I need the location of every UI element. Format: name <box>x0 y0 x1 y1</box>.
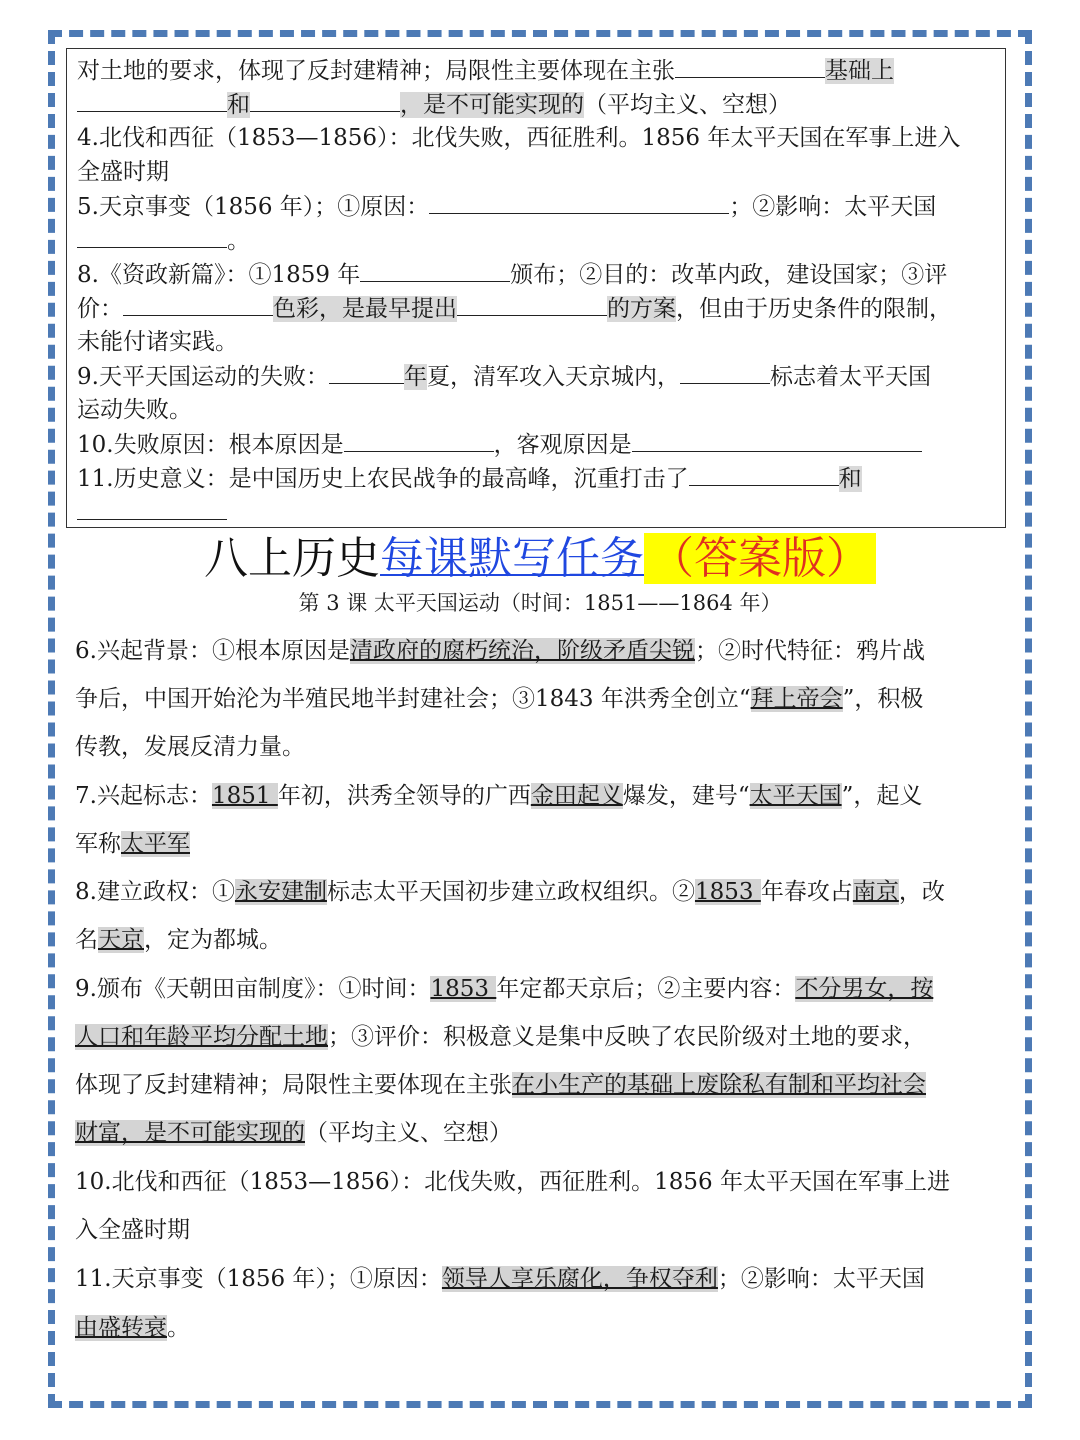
text: 对土地的要求，体现了反封建精神；局限性主要体现在主张 <box>77 58 675 84</box>
fill-blank <box>123 291 273 316</box>
answer-line <box>75 969 1015 1009</box>
answer-line <box>75 679 1015 719</box>
text: ，是不可能实现的 <box>400 92 584 118</box>
answer-highlight: 南京 <box>852 879 899 905</box>
answer-highlight: 1853 <box>430 976 497 1002</box>
text: （平均主义、空想） <box>305 1120 512 1146</box>
worksheet-line <box>77 223 997 258</box>
fill-blank <box>457 291 607 316</box>
answer-highlight: 永安建制 <box>234 879 327 905</box>
fill-blank <box>250 87 400 112</box>
answer-line <box>75 1017 1015 1057</box>
fill-blank <box>632 427 922 452</box>
worksheet-line: 4.北伐和西征（1853—1856）：北伐失败，西征胜利。1856 年太平天国在军事上进入 <box>77 125 961 151</box>
answer-line <box>75 631 1015 671</box>
fill-blank <box>680 359 770 384</box>
text: （平均主义、空想） <box>584 92 791 118</box>
answer-highlight: 1851 <box>211 783 278 809</box>
worksheet-line: 全盛时期 <box>77 159 169 185</box>
text: 和 <box>838 466 862 492</box>
text: 年 <box>403 364 427 390</box>
fill-blank <box>77 223 227 248</box>
answer-line <box>75 920 1015 960</box>
answer-highlight: 由盛转衰 <box>75 1315 167 1341</box>
answer-line <box>75 1259 1015 1299</box>
title-answer-badge: （答案版） <box>644 533 876 584</box>
answer-highlight: 金田起义 <box>530 783 623 809</box>
worksheet-line <box>77 257 997 292</box>
text: 颁布；②目的：改革内政，建设国家；③评 <box>510 262 948 288</box>
text: 11.历史意义：是中国历史上农民战争的最高峰，沉重打击了 <box>77 466 689 492</box>
text: 争后，中国开始沦为半殖民地半封建社会；③1843 年洪秀全创立“ <box>75 686 751 712</box>
answer-line <box>75 1113 1015 1153</box>
fill-blank <box>77 87 227 112</box>
page-title <box>0 530 1080 588</box>
text: 体现了反封建精神；局限性主要体现在主张 <box>75 1072 512 1098</box>
answer-highlight: 1853 <box>694 879 761 905</box>
worksheet-line: 未能付诸实践。 <box>77 329 238 355</box>
text: 爆发，建号“ <box>622 783 750 809</box>
answer-line: 传教，发展反清力量。 <box>75 734 305 760</box>
fill-blank <box>329 359 404 384</box>
text: 和 <box>227 92 250 118</box>
answer-line <box>75 872 1015 912</box>
fill-blank <box>360 257 510 282</box>
answer-highlight: 清政府的腐朽统治，阶级矛盾尖锐 <box>349 638 695 664</box>
title-part: 八上历史 <box>204 533 380 584</box>
answer-highlight: 在小生产的基础上废除私有制和平均社会 <box>512 1072 926 1098</box>
text: ；②影响：太平天国 <box>729 194 937 220</box>
worksheet-line <box>77 359 997 394</box>
fill-blank <box>344 427 494 452</box>
text: ”，起义 <box>841 783 923 809</box>
answer-highlight: 太平军 <box>121 831 190 857</box>
answer-line: 入全盛时期 <box>75 1217 190 1243</box>
text: 。 <box>167 1315 190 1341</box>
text: 10.失败原因：根本原因是 <box>77 432 344 458</box>
fill-blank <box>429 189 729 214</box>
text: 标志太平天国初步建立政权组织。② <box>326 879 695 905</box>
fill-blank <box>675 53 825 78</box>
answer-highlight: 太平天国 <box>749 783 842 809</box>
text: 基础上 <box>825 58 894 84</box>
answer-highlight: 财富，是不可能实现的 <box>75 1120 305 1146</box>
answer-line <box>75 1065 1015 1105</box>
answer-highlight: 拜上帝会 <box>750 686 843 712</box>
text: 9.颁布《天朝田亩制度》：①时间： <box>75 976 431 1002</box>
text: 8.《资政新篇》：①1859 年 <box>77 262 361 288</box>
worksheet-line <box>77 87 997 122</box>
text: 年定都天京后；②主要内容： <box>496 976 796 1002</box>
text: 6.兴起背景：①根本原因是 <box>75 638 350 664</box>
text: 价： <box>77 296 123 322</box>
text: 年春攻占 <box>760 879 853 905</box>
text: 年初，洪秀全领导的广西 <box>277 783 531 809</box>
text: 夏，清军攻入天京城内， <box>426 364 680 390</box>
text: 11.天京事变（1856 年）；①原因： <box>75 1266 442 1292</box>
text: ；②时代特征：鸦片战 <box>694 638 925 664</box>
answer-highlight: 人口和年龄平均分配土地 <box>75 1024 328 1050</box>
text: 。 <box>227 228 250 254</box>
answer-highlight: 领导人享乐腐化，争权夺利 <box>441 1266 718 1292</box>
worksheet-line <box>77 495 997 530</box>
title-part: 每课默写任务 <box>380 533 644 584</box>
text: ，但由于历史条件的限制， <box>676 296 952 322</box>
text: 色彩，是最早提出 <box>273 296 457 322</box>
text: 7.兴起标志： <box>75 783 212 809</box>
answer-highlight: 不分男女，按 <box>795 976 934 1002</box>
text: ，定为都城。 <box>144 927 282 953</box>
fill-blank <box>77 495 227 520</box>
text: ”，积极 <box>842 686 924 712</box>
answer-line <box>75 824 1015 864</box>
worksheet-line <box>77 291 997 326</box>
text: 的方案 <box>607 296 676 322</box>
worksheet-line <box>77 461 997 496</box>
worksheet-box <box>66 48 1006 528</box>
text: 名 <box>75 927 98 953</box>
answer-line <box>75 776 1015 816</box>
text: 8.建立政权：① <box>75 879 235 905</box>
text: ，客观原因是 <box>493 432 632 458</box>
answer-line: 10.北伐和西征（1853—1856）：北伐失败，西征胜利。1856 年太平天国在军事上进 <box>75 1169 950 1195</box>
text: 标志着太平天国 <box>769 364 931 390</box>
worksheet-line <box>77 189 997 224</box>
worksheet-line <box>77 53 997 88</box>
text: ，改 <box>898 879 945 905</box>
fill-blank <box>689 461 839 486</box>
text: 5.天京事变（1856 年）；①原因： <box>77 194 430 220</box>
worksheet-line <box>77 427 997 462</box>
text: 9.天平天国运动的失败： <box>77 364 329 390</box>
text: ；②影响：太平天国 <box>717 1266 925 1292</box>
text: 军称 <box>75 831 121 857</box>
answer-line <box>75 1308 1015 1348</box>
lesson-subtitle: 第 3 课 太平天国运动（时间：1851——1864 年） <box>298 591 782 615</box>
answer-highlight: 天京 <box>98 927 144 953</box>
text: ；③评价：积极意义是集中反映了农民阶级对土地的要求， <box>328 1024 926 1050</box>
worksheet-line: 运动失败。 <box>77 397 192 423</box>
